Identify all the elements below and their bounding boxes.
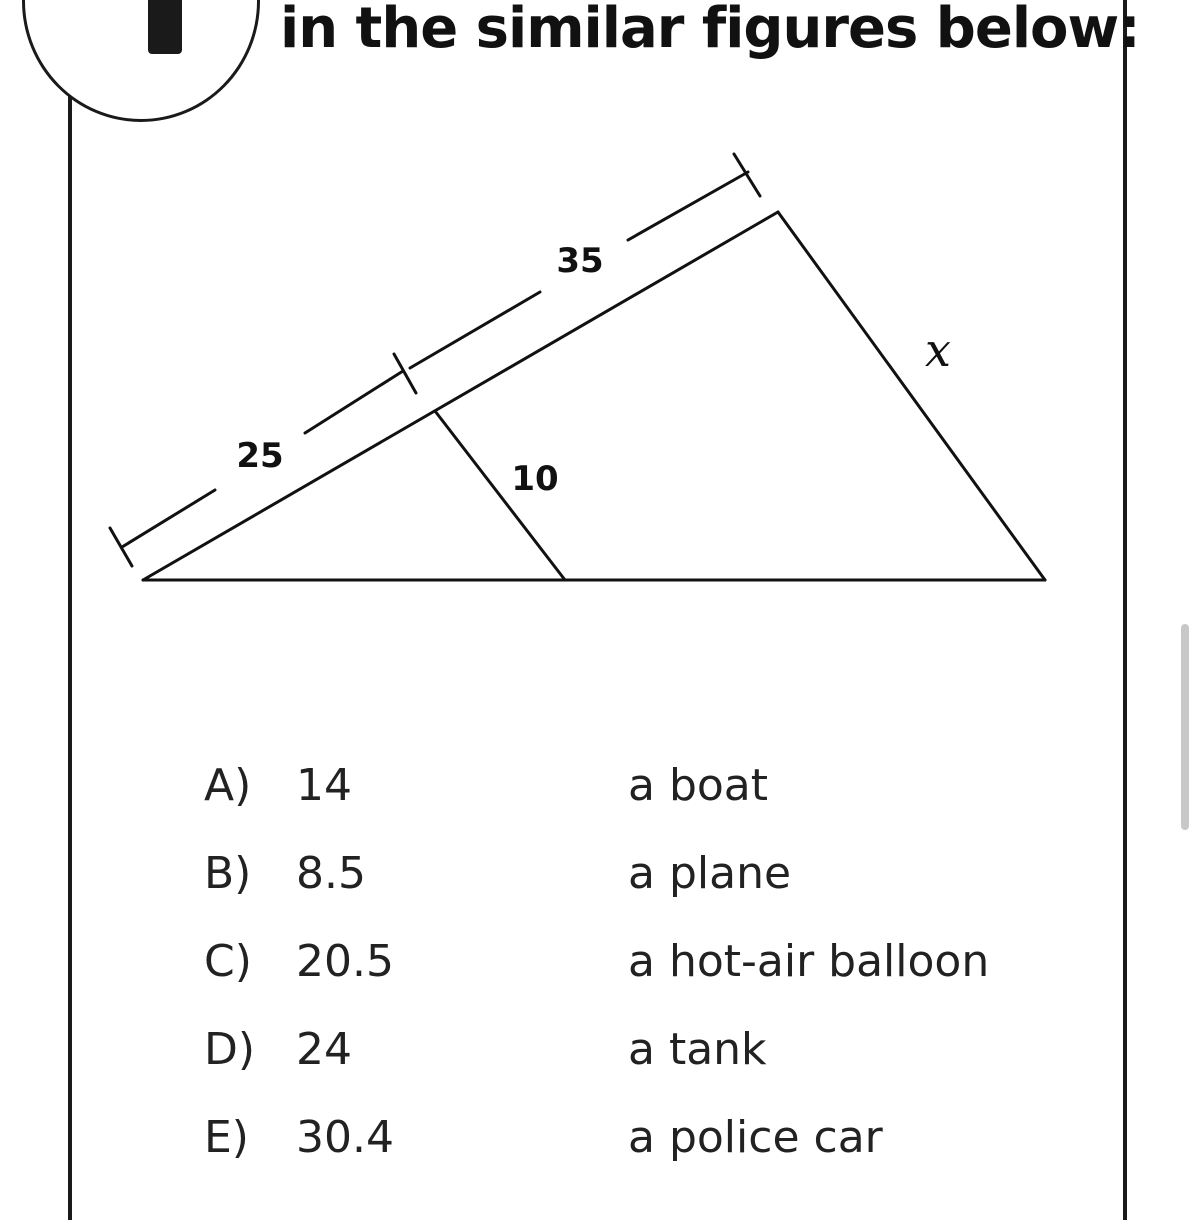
scrollbar-thumb[interactable] [1181, 624, 1189, 830]
choice-value: 24 [296, 1024, 352, 1075]
choice-value: 14 [296, 760, 352, 811]
choice-code: a police car [628, 1112, 883, 1163]
choice-code: a tank [628, 1024, 767, 1075]
instruction-text: in the similar figures below: [280, 0, 1140, 61]
label-x: x [925, 323, 951, 377]
choice-letter: C) [204, 936, 252, 987]
label-35: 35 [556, 241, 604, 281]
choice-letter: B) [204, 848, 252, 899]
dimension-tick-right [734, 154, 760, 196]
answer-choices [204, 760, 1104, 1200]
choice-code: a plane [628, 848, 792, 899]
triangle-right-side [778, 212, 1045, 580]
choice-row-e[interactable] [204, 1112, 1104, 1200]
dimension-line-35-b [628, 172, 748, 240]
dimension-line-25-a [122, 490, 215, 547]
choice-code: a hot-air balloon [628, 936, 990, 987]
dimension-line-35-a [410, 292, 540, 368]
triangle-hypotenuse [143, 212, 778, 580]
choice-row-d[interactable] [204, 1024, 1104, 1112]
choice-letter: D) [204, 1024, 256, 1075]
choice-row-b[interactable] [204, 848, 1104, 936]
choice-value: 30.4 [296, 1112, 394, 1163]
choice-row-a[interactable] [204, 760, 1104, 848]
label-10: 10 [511, 459, 559, 499]
choice-row-c[interactable] [204, 936, 1104, 1024]
label-25: 25 [236, 436, 284, 476]
dimension-line-25-b [305, 371, 403, 433]
choice-code: a boat [628, 760, 769, 811]
choice-letter: E) [204, 1112, 249, 1163]
dimension-tick-left [110, 528, 132, 566]
choice-value: 20.5 [296, 936, 394, 987]
choice-value: 8.5 [296, 848, 366, 899]
choice-letter: A) [204, 760, 252, 811]
